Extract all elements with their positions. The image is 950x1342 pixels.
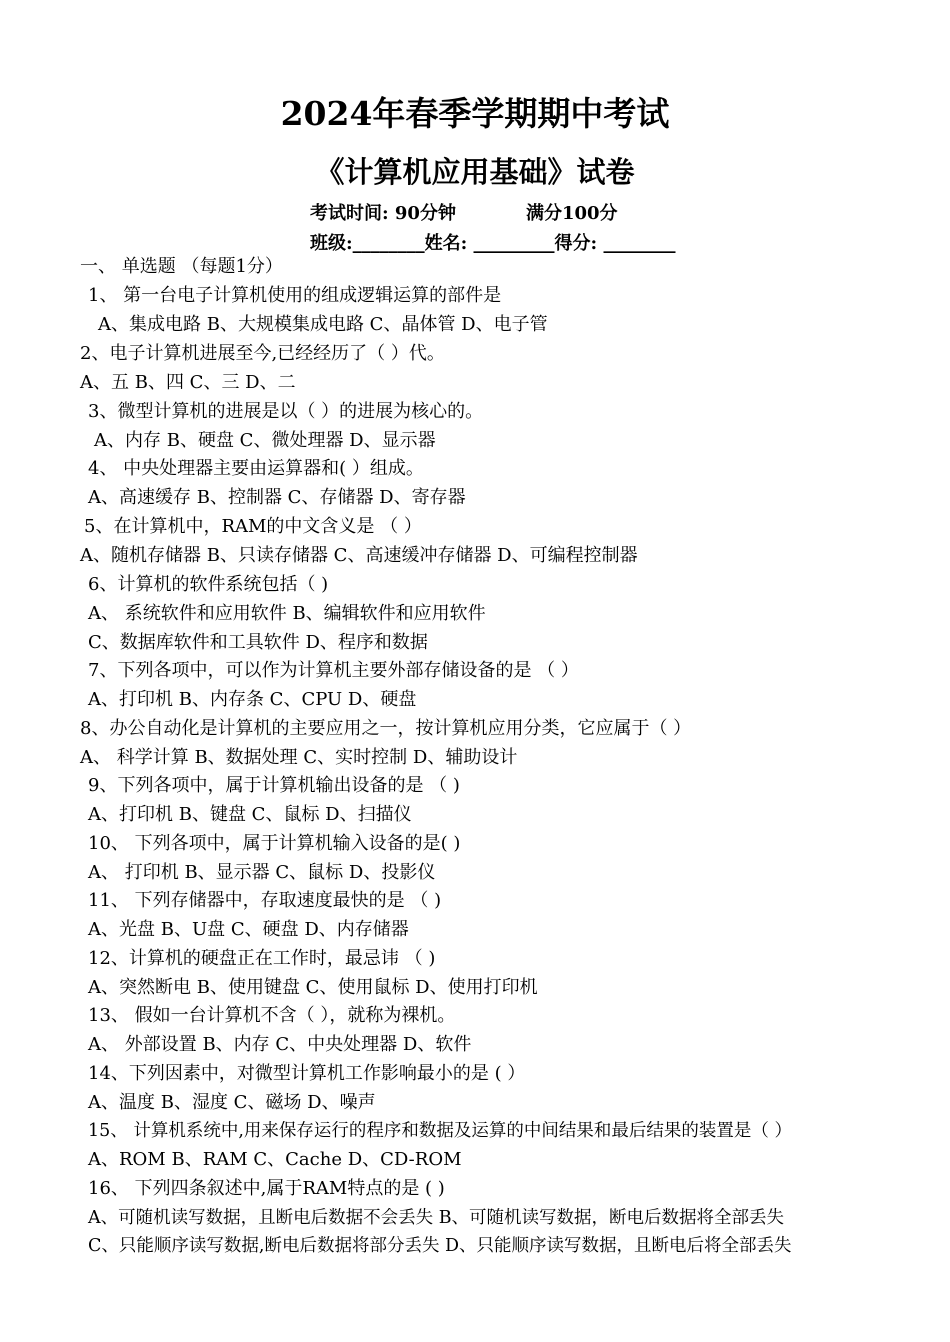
question-text: 5、在计算机中，RAM的中文含义是 （ ） [84,516,422,537]
question-options: A、随机存储器 B、只读存储器 C、高速缓冲存储器 D、可编程控制器 [80,545,638,566]
question-options: A、内存 B、硬盘 C、微处理器 D、显示器 [94,430,436,451]
question-text: 9、下列各项中，属于计算机输出设备的是 （ ) [88,775,460,796]
question-text: 14、下列因素中，对微型计算机工作影响最小的是 ( ） [88,1063,526,1084]
question-options: A、ROM B、RAM C、Cache D、CD-ROM [88,1149,462,1170]
question-options: A、 科学计算 B、数据处理 C、实时控制 D、辅助设计 [80,747,518,768]
question-options: C、数据库软件和工具软件 D、程序和数据 [88,632,428,653]
exam-time: 考试时间: 90分钟 [310,203,456,224]
question-options: A、突然断电 B、使用键盘 C、使用鼠标 D、使用打印机 [88,977,538,998]
question-text: 3、微型计算机的进展是以（ ）的进展为核心的。 [88,401,484,422]
exam-meta [310,199,618,225]
question-text: 15、 计算机系统中,用来保存运行的程序和数据及运算的中间结果和最后结果的装置是（ ） [88,1121,792,1141]
question-options: A、 外部设置 B、内存 C、中央处理器 D、软件 [88,1034,472,1055]
section-heading: 一、 单选题 （每题1分） [80,256,283,277]
question-text: 11、 下列存储器中，存取速度最快的是 （ ) [88,890,442,911]
question-text: 10、 下列各项中，属于计算机输入设备的是( ) [88,833,461,854]
question-options: A、可随机读写数据，且断电后数据不会丢失 B、可随机读写数据，断电后数据将全部丢失 [88,1208,785,1228]
question-options: C、只能顺序读写数据,断电后数据将部分丢失 D、只能顺序读写数据，且断电后将全部丢失 [88,1236,792,1256]
question-options: A、高速缓存 B、控制器 C、存储器 D、寄存器 [88,487,466,508]
exam-title: 2024年春季学期期中考试 [280,94,670,133]
question-options: A、五 B、四 C、三 D、二 [80,372,296,393]
question-text: 7、下列各项中，可以作为计算机主要外部存储设备的是 （ ） [88,660,579,681]
question-text: 2、电子计算机进展至今,已经经历了（ ）代。 [80,343,445,364]
exam-subtitle: 《计算机应用基础》试卷 [315,155,635,189]
question-text: 13、 假如一台计算机不含（ ），就称为裸机。 [88,1005,456,1026]
question-text: 1、 第一台电子计算机使用的组成逻辑运算的部件是 [88,285,502,306]
question-text: 12、计算机的硬盘正在工作时，最忌讳 （ ) [88,948,436,969]
question-text: 8、办公自动化是计算机的主要应用之一，按计算机应用分类，它应属于（ ） [80,718,692,739]
full-score: 满分100分 [525,203,618,224]
question-options: A、 系统软件和应用软件 B、编辑软件和应用软件 [88,603,486,624]
question-options: A、打印机 B、内存条 C、CPU D、硬盘 [88,689,417,710]
question-text: 4、 中央处理器主要由运算器和( ）组成。 [88,458,424,479]
question-options: A、光盘 B、U盘 C、硬盘 D、内存储器 [88,919,409,940]
question-options: A、打印机 B、键盘 C、鼠标 D、扫描仪 [88,804,412,825]
question-options: A、集成电路 B、大规模集成电路 C、晶体管 D、电子管 [98,314,548,335]
question-options: A、 打印机 B、显示器 C、鼠标 D、投影仪 [88,862,436,883]
question-text: 16、 下列四条叙述中,属于RAM特点的是 ( ) [88,1178,445,1199]
question-options: A、温度 B、湿度 C、磁场 D、噪声 [88,1092,376,1113]
question-text: 6、计算机的软件系统包括（ ) [88,574,329,595]
student-info-line: 班级:________姓名: _________得分: ________ [310,233,676,254]
